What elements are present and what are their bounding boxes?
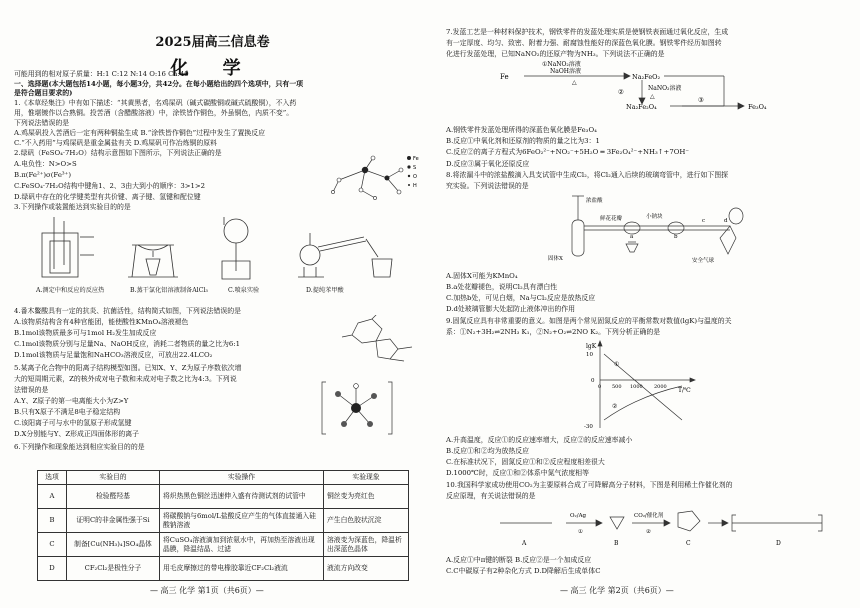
x-tick: 500 — [612, 384, 622, 390]
table-header-operation: 实验操作 — [160, 471, 324, 485]
q5-option-b: B.只有X原子不满足8电子稳定结构 — [14, 408, 121, 416]
fig8-c-label: c — [702, 218, 706, 224]
table-header-option: 选项 — [38, 471, 67, 485]
flow-circle3: ③ — [698, 96, 704, 104]
scheme-step2: ② — [646, 529, 651, 535]
exam-title: 2025届高三信息卷 — [155, 35, 270, 50]
flow-product3: Fe₃O₄ — [748, 103, 767, 111]
q7-option-b: B.反应①中氧化剂和还原剂的物质的量之比为3：1 — [446, 137, 600, 145]
fig8-sodium-label: 小钠块 — [646, 214, 663, 220]
q3-option-a-label: A.测定中和反应的反应热 — [36, 287, 105, 294]
q4-option-b: B.1mol该物质最多可与1mol H₂发生加成反应 — [14, 329, 157, 337]
table-row — [38, 557, 409, 581]
table-cell: 溶液变为深蓝色，降温析出深蓝色晶体 — [324, 533, 409, 557]
flow-step1-mid: NaOH溶液 — [550, 68, 581, 75]
flow-product1: Na₂FeO₂ — [632, 73, 661, 81]
fig8-a-label: a — [630, 234, 634, 240]
fig8-petal-label: 鲜花花瓣 — [600, 216, 623, 222]
q9-stem-2: 系：①N₂+3H₂⇌2NH₃ K₁，②N₂+O₂⇌2NO K₂。下列分析正确的是 — [446, 328, 661, 336]
cation-model-figure — [318, 378, 398, 438]
q10-options-cd: C.C中碳原子有2种杂化方式 D.D降解后生成单体C — [446, 567, 601, 575]
green-vitriol-structure-figure — [325, 152, 425, 208]
q9-option-b: B.反应①和②均为放热反应 — [446, 447, 530, 455]
table-header-purpose: 实验目的 — [67, 471, 160, 485]
atomic-mass-line: 可能用到的相对原子质量：H:1 C:12 N:14 O:16 Ca:40 — [14, 70, 189, 78]
q6-experiment-table — [37, 470, 409, 581]
q3-option-b-label: B.蒸干氯化铝溶液制备AlCl₃ — [130, 287, 208, 294]
graph-curve1-label: ① — [614, 361, 620, 368]
table-cell: 将炽热黑色铜丝迅速伸入盛有待测试剂的试管中 — [160, 485, 324, 509]
fig8-d-label: d — [724, 218, 728, 224]
q1-options-cd: C.“不入药用”与鸡屎矾是重金属盐有关 D.鸡屎矾可作冶炼铜的原料 — [14, 139, 218, 147]
q1-options-ab: A.鸡屎矾投入苦酒后一定有两种铜盐生成 B.“涂铁皆作铜色”过程中发生了置换反应 — [14, 129, 266, 137]
q4-option-a: A.该物质结构含有4种官能团，能使酸性KMnO₄溶液褪色 — [14, 318, 189, 326]
table-cell: 将CuSO₄溶液滴加到浓氨水中，再加热至溶液出现晶膜，降温结晶、过滤 — [160, 533, 324, 557]
q5-option-a: A.Y、Z原子的第一电离能大小为Z>Y — [14, 397, 129, 405]
page-footer-left: — 高三 化学 第1页（共6页）— — [150, 586, 264, 595]
svg-text:O: O — [413, 174, 417, 180]
flow-reactant: Fe — [500, 73, 509, 81]
q10-stem: 10.我国科学家成功使用CO₂为主要原料合成了可降解高分子材料，下图是利用稀土作催化剂的 — [446, 481, 733, 489]
table-header-phenomenon: 实验现象 — [324, 471, 409, 485]
q7-stem-2: 有一定厚度、均匀、致密、附着力强、耐腐蚀性能好的深蓝色氧化膜。钢铁零件经历如图转 — [446, 39, 722, 47]
table-cell: 将碳酸钠与6mol/L盐酸反应产生的气体直接通入硅酸钠溶液 — [160, 509, 324, 533]
scheme-label-c: C — [686, 540, 691, 547]
q2-option-a: A.电负性：N>O>S — [14, 160, 77, 168]
scheme-label-d: D — [776, 540, 781, 547]
table-cell: 液流方向改变 — [324, 557, 409, 581]
x-tick: 0 — [598, 384, 602, 390]
chlorine-apparatus-figure — [542, 192, 752, 267]
fig8-solid-label: 固体X — [548, 256, 563, 262]
q9-stem: 9.固氮反应具有非常重要的意义。如图是两个常见固氮反应的平衡常数对数值(lgK)与温度的关 — [446, 317, 732, 325]
scheme-label-b: B — [614, 540, 619, 547]
exam-subject: 化 学 — [170, 58, 255, 79]
q8-option-b: B.a处花瓣褪色，说明Cl₂具有漂白性 — [446, 283, 558, 291]
polymer-synthesis-scheme — [492, 505, 832, 549]
q8-stem: 8.将浓漏斗中的浓盐酸滴入具支试管中生成Cl₂，将Cl₂通入后续的玻璃弯管中，进行如下图探 — [446, 171, 729, 179]
table-cell: B — [38, 509, 67, 533]
flow-step1-top: ①NaNO₂溶液 — [542, 61, 581, 68]
bluing-process-flow-diagram — [492, 60, 812, 120]
table-cell: 铜丝变为亮红色 — [324, 485, 409, 509]
q10-stem-2: 反应原理，有关说法错误的是 — [446, 492, 536, 500]
q5-option-d: D.X分别能与Y、Z形成正四面体形的离子 — [14, 430, 140, 438]
q3-option-d-label: D.提纯苯甲酸 — [306, 287, 344, 294]
flow-circle2: ② — [618, 88, 624, 96]
q7-option-c: C.反应②的离子方程式为6FeO₂²⁻+NO₂⁻+5H₂O ═ 3Fe₂O₄²⁻+NH₃↑+7OH⁻ — [446, 148, 689, 156]
q9-option-d: D.1000℃时，反应①和②体系中氮气浓度相等 — [446, 469, 589, 477]
q9-option-c: C.在标准状况下，固氮反应①和②反应程度相差很大 — [446, 458, 605, 466]
flow-step2-top: NaNO₂溶液 — [648, 85, 682, 92]
q4-option-d: D.1mol该物质与足量饱和NaHCO₃溶液反应，可放出22.4LCO₂ — [14, 351, 213, 359]
q1-stem: 1.《本草经集注》中有如下描述：“其黄黑者，名鸡屎矾（碱式碳酸铜或碱式硫酸铜），不入药 — [14, 99, 297, 107]
table-cell: C — [38, 533, 67, 557]
q4-option-c: C.1mol该物质分别与足量Na、NaOH反应，消耗二者物质的量之比为6:1 — [14, 340, 240, 348]
section-instruction-2: 是符合题目要求的) — [14, 89, 73, 97]
flow-step2-bottom: △ — [650, 93, 655, 100]
q1-stem-2: 用，惟堪镀作以合熟铜。投苦酒（含醋酸溶液）中，涂铁皆作铜色，外虽铜色，内质不变”。 — [14, 109, 294, 117]
q7-option-d: D.反应③属于氧化还原反应 — [446, 160, 530, 168]
table-cell: 制备[Cu(NH₃)₄]SO₄晶体 — [67, 533, 160, 557]
q5-stem-3: 法错误的是 — [14, 386, 49, 394]
y-tick: 10 — [586, 352, 593, 358]
scheme-reagent2: CO₂/催化剂 — [634, 513, 664, 519]
q2-option-d: D.绿矾中存在的化学键类型有共价键、离子键、氢键和配位键 — [14, 193, 201, 201]
q7-stem-3: 化进行发蓝处理，已知NaNO₂的还原产物为NH₃。下列说法不正确的是 — [446, 50, 665, 58]
scheme-reagent1: O₂/Ag — [570, 513, 587, 519]
table-cell: 检验醛羟基 — [67, 485, 160, 509]
fig8-b-label: b — [674, 234, 678, 240]
q9-option-a: A.升高温度，反应①的反应速率增大，反应②的反应速率减小 — [446, 436, 633, 444]
q1-stem-3: 下列说法错误的是 — [14, 119, 70, 127]
table-cell: A — [38, 485, 67, 509]
flow-product2: Na₂Fe₂O₄ — [626, 103, 657, 111]
svg-text:S: S — [413, 165, 417, 171]
table-row — [38, 509, 409, 533]
scheme-step1: ① — [578, 529, 583, 535]
svg-text:H: H — [413, 183, 417, 189]
q8-stem-2: 究实验。下列说法错误的是 — [446, 182, 529, 190]
q7-option-a: A.钢铁零件发蓝处理所得的深蓝色氧化膜是Fe₃O₄ — [446, 126, 597, 134]
q3-stem: 3.下列操作或装置能达到实验目的的是 — [14, 203, 131, 211]
table-row — [38, 485, 409, 509]
x-tick: 2000 — [654, 384, 667, 390]
q2-option-c: C.FeSO₄·7H₂O结构中键角1、2、3由大到小的顺序：3>1>2 — [14, 182, 206, 190]
q6-stem: 6.下列操作和现象能达到相应实验目的的是 — [14, 443, 145, 451]
graph-curve2-label: ② — [612, 403, 618, 410]
table-row — [38, 533, 409, 557]
table-cell: 用毛皮摩擦过的带电橡胶靠近CF₂Cl₂液流 — [160, 557, 324, 581]
left-column — [0, 0, 425, 595]
q2-stem: 2.绿矾（FeSO₄·7H₂O）结构示意图如下图所示，下列说法正确的是 — [14, 149, 222, 157]
x-tick: 1000 — [630, 384, 643, 390]
y-tick: 0 — [591, 378, 595, 384]
q5-stem-2: 大的短周期元素，Z的核外成对电子数和未成对电子数之比为4:3。下列说 — [14, 375, 237, 383]
q5-stem: 5.某离子化合物中的阳离子结构模型如图。已知X、Y、Z为原子序数依次增 — [14, 364, 242, 372]
section-instruction: 一、选择题(本大题包括14小题，每小题3分，共42分。在每小题给出的四个选项中，只有一项 — [14, 80, 304, 88]
q8-option-a: A.固体X可能为KMnO₄ — [446, 272, 518, 280]
table-cell: 产生白色胶状沉淀 — [324, 509, 409, 533]
q2-option-b: B.π(Fe²⁺)σ(Fe³⁺) — [14, 171, 72, 179]
flow-step1-bottom: △ — [572, 79, 577, 86]
q7-stem: 7.发蓝工艺是一种材料保护技术，钢铁零件的发蓝处理实质是使钢铁表面通过氧化反应，生成 — [446, 28, 729, 36]
fig8-balloon-label: 安全气球 — [692, 258, 715, 264]
q4-stem: 4.番木鳖酸具有一定的抗炎、抗菌活性，结构简式如图，下列说法错误的是 — [14, 307, 242, 315]
q5-option-c: C.该阳离子可与水中的氢原子形成氢键 — [14, 419, 132, 427]
fig8-acid-label: 浓盐酸 — [586, 198, 603, 204]
q10-options-ab: A.反应①中π键的断裂 B.反应②是一个加成反应 — [446, 556, 592, 564]
page-footer-right: — 高三 化学 第2页（共6页）— — [560, 586, 674, 595]
table-cell: 证明C的非金属性强于Si — [67, 509, 160, 533]
graph-xlabel: T/℃ — [678, 387, 691, 394]
strychnic-acid-structure-figure — [338, 315, 418, 365]
lgk-temperature-graph — [582, 340, 702, 432]
q3-option-c-label: C.喷泉实验 — [228, 287, 260, 294]
svg-text:Fe: Fe — [413, 156, 419, 162]
graph-ylabel: lgK — [586, 343, 597, 350]
scheme-label-a: A — [522, 540, 527, 547]
y-tick: -30 — [584, 424, 593, 430]
q8-option-c: C.加热b处，可见白烟，Na与Cl₂反应是放热反应 — [446, 294, 596, 302]
table-cell: CF₂Cl₂是极性分子 — [67, 557, 160, 581]
table-cell: D — [38, 557, 67, 581]
experiment-apparatus-figure — [28, 215, 418, 285]
q8-option-d: D.d处玻璃管膨大处起防止液体冲出的作用 — [446, 305, 576, 313]
